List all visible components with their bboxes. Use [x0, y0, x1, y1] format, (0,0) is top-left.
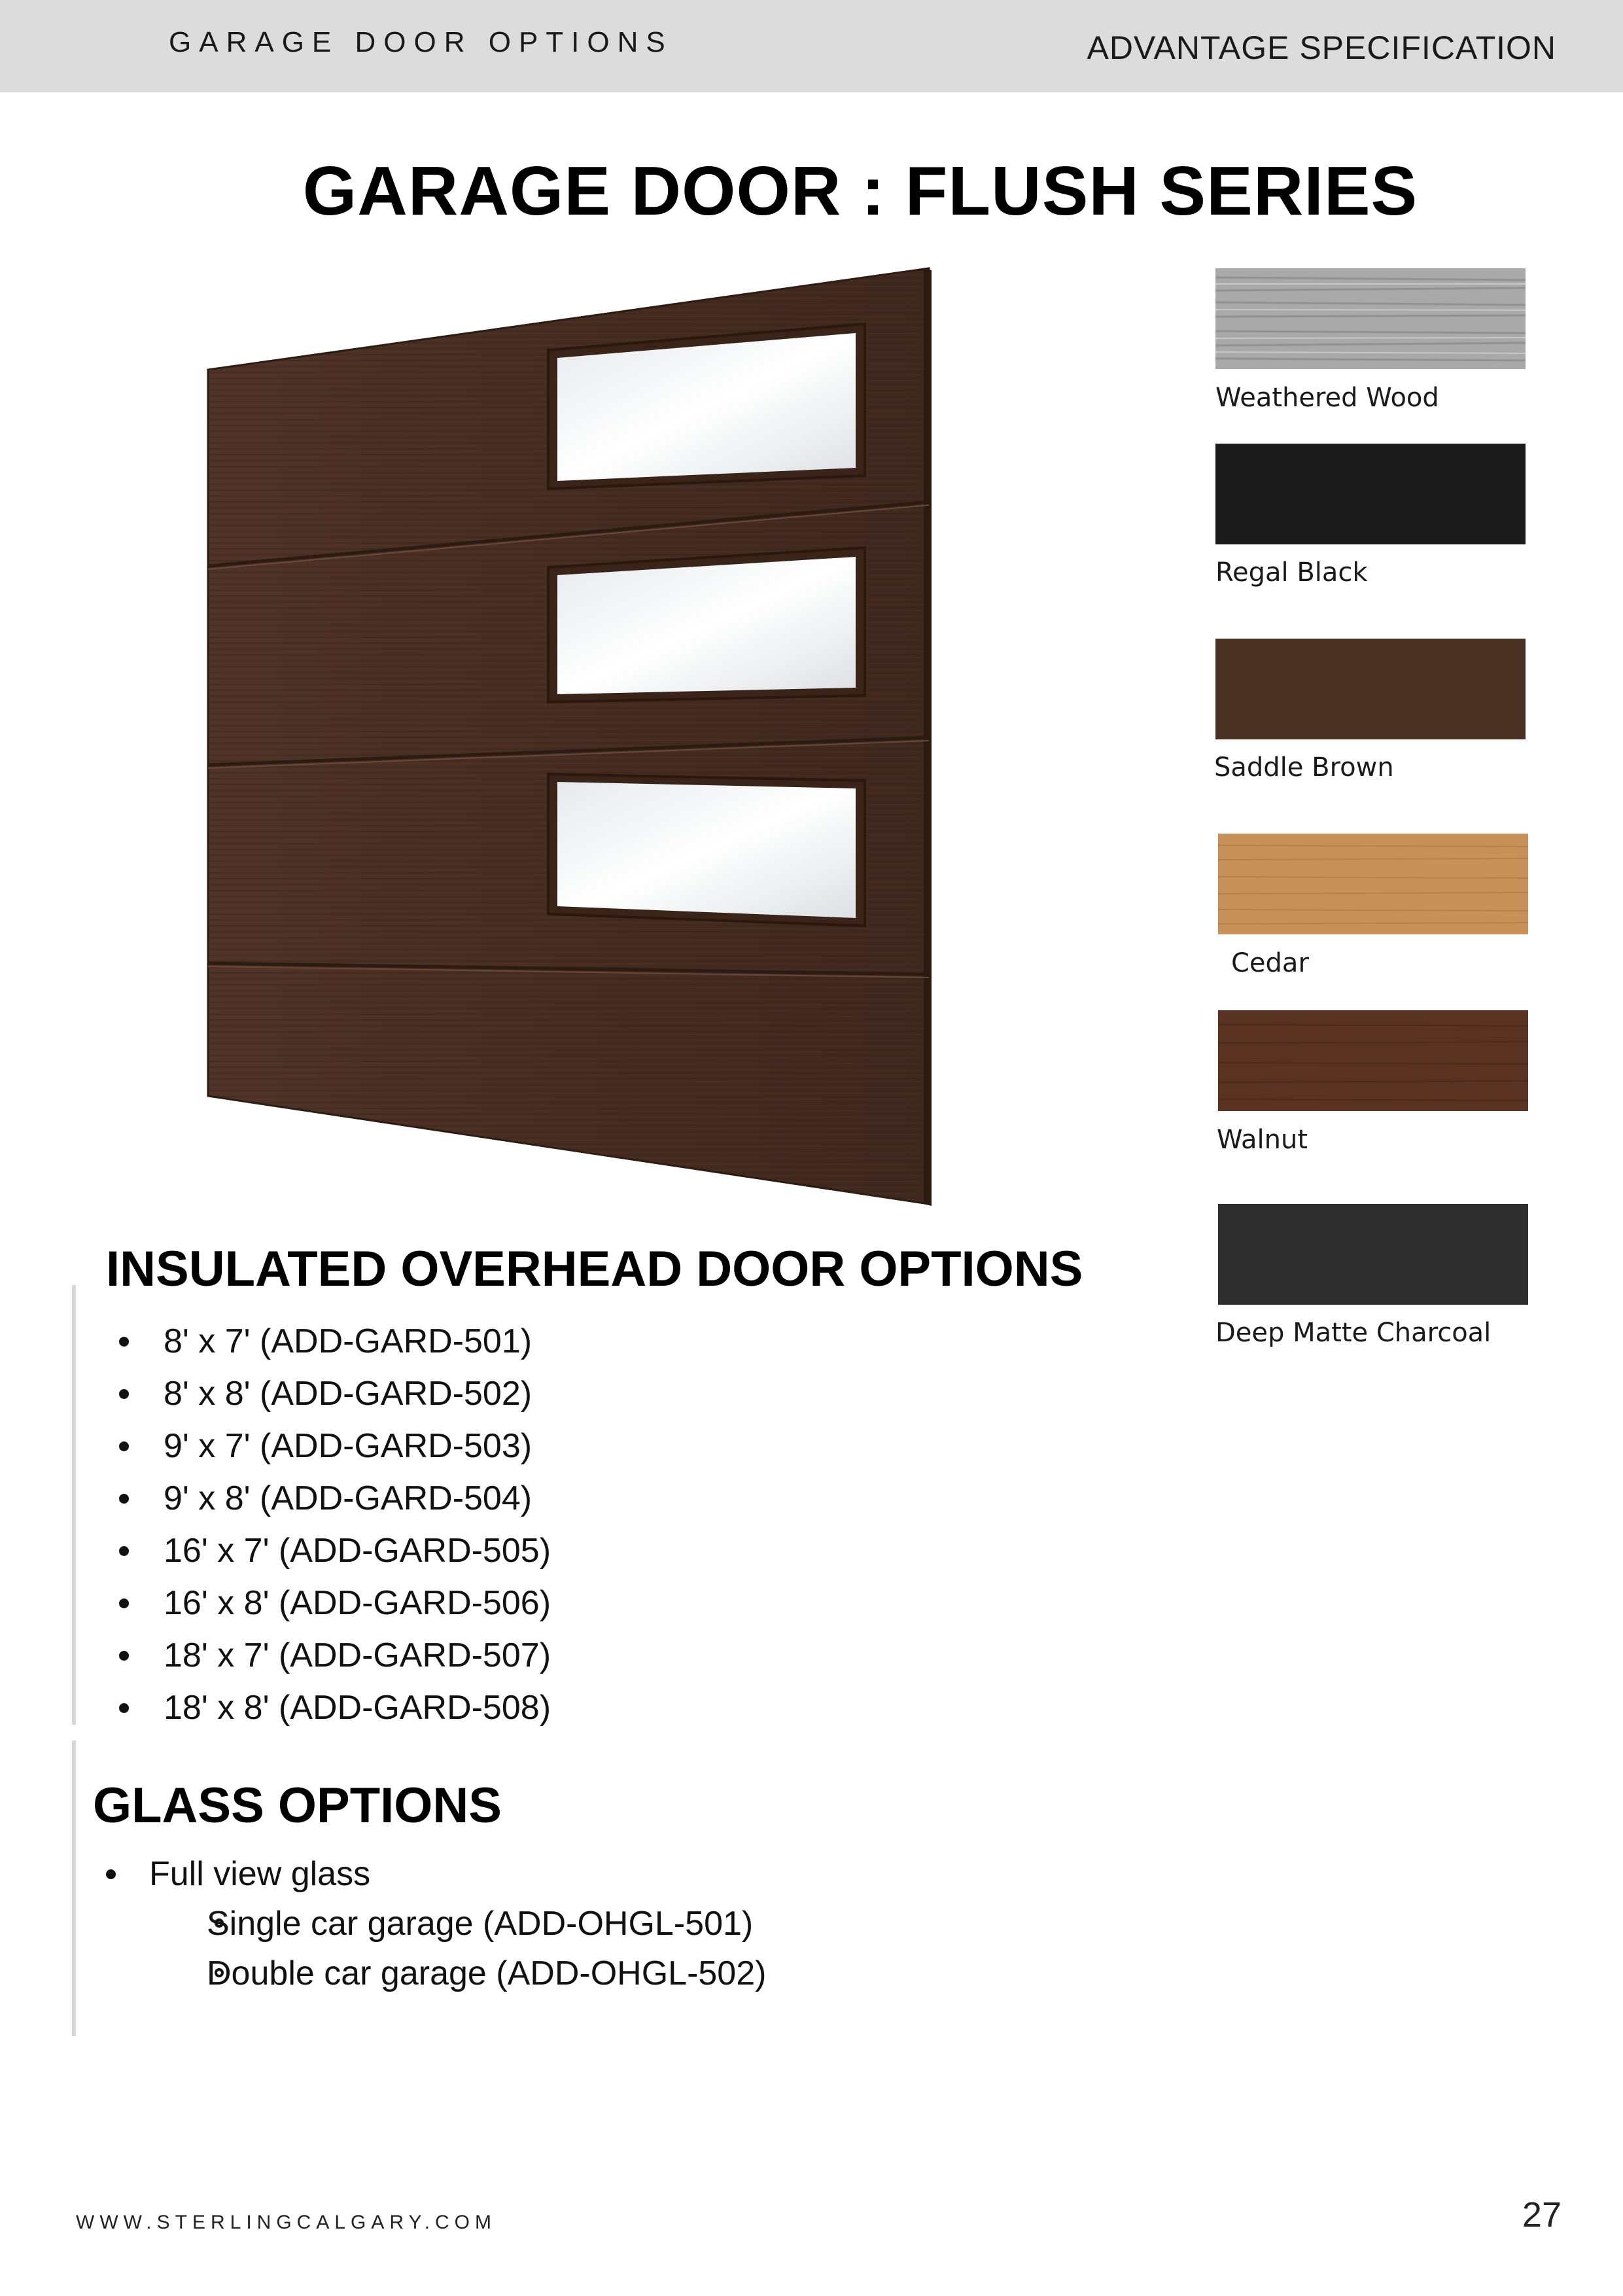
garage-door-image	[196, 258, 942, 1214]
list-item: 18' x 7' (ADD-GARD-507)	[111, 1629, 551, 1682]
insulated-options-heading: INSULATED OVERHEAD DOOR OPTIONS	[106, 1241, 1083, 1297]
glass-options-list	[98, 1849, 766, 1998]
list-item: 9' x 7' (ADD-GARD-503)	[111, 1420, 551, 1472]
deep-matte-charcoal-color	[1218, 1204, 1528, 1305]
finish-swatch-walnut	[1218, 1010, 1528, 1155]
list-item: 8' x 8' (ADD-GARD-502)	[111, 1368, 551, 1420]
page-number: 27	[1522, 2195, 1562, 2234]
page-title: GARAGE DOOR : FLUSH SERIES	[302, 152, 1418, 230]
glass-subitem-label: Single car garage (ADD-OHGL-501)	[207, 1905, 754, 1943]
window-2	[548, 548, 865, 702]
finish-label: Weathered Wood	[1215, 383, 1439, 413]
list-item	[149, 1949, 766, 1998]
list-item	[149, 1899, 766, 1949]
list-item: 16' x 8' (ADD-GARD-506)	[111, 1577, 551, 1629]
glass-sublist	[149, 1899, 766, 1998]
insulated-options-list	[111, 1315, 551, 1734]
finish-label: Regal Black	[1215, 557, 1368, 588]
header-section-label: GARAGE DOOR OPTIONS	[169, 26, 673, 58]
header-bar	[0, 0, 1623, 92]
cedar-texture	[1218, 834, 1528, 934]
glass-item-label: Full view glass	[149, 1855, 371, 1893]
list-item: 9' x 8' (ADD-GARD-504)	[111, 1472, 551, 1525]
footer-website: WWW.STERLINGCALGARY.COM	[76, 2212, 497, 2233]
finish-label: Deep Matte Charcoal	[1215, 1318, 1492, 1348]
list-item: 8' x 7' (ADD-GARD-501)	[111, 1315, 551, 1368]
finish-swatch-cedar	[1218, 834, 1528, 978]
weathered-wood-texture	[1215, 268, 1526, 369]
header-spec-label: ADVANTAGE SPECIFICATION	[1087, 29, 1556, 66]
finish-label: Cedar	[1231, 948, 1309, 978]
glass-subitem-label: Double car garage (ADD-OHGL-502)	[207, 1954, 767, 1992]
insulated-section-rule	[72, 1285, 76, 1725]
window-1	[548, 324, 865, 489]
finish-swatch-weathered-wood	[1215, 268, 1526, 413]
finish-swatch-regal-black	[1215, 444, 1526, 588]
list-item: 18' x 8' (ADD-GARD-508)	[111, 1682, 551, 1734]
saddle-brown-color	[1215, 639, 1526, 739]
finish-label: Saddle Brown	[1214, 752, 1394, 783]
window-3	[548, 774, 865, 926]
glass-options-heading: GLASS OPTIONS	[93, 1778, 502, 1833]
list-item	[98, 1849, 766, 1998]
list-item: 16' x 7' (ADD-GARD-505)	[111, 1525, 551, 1577]
finish-label: Walnut	[1217, 1125, 1308, 1155]
glass-section-rule	[72, 1740, 76, 2036]
finish-swatch-deep-matte-charcoal	[1215, 1204, 1528, 1348]
regal-black-color	[1215, 444, 1526, 544]
walnut-texture	[1218, 1010, 1528, 1111]
finish-swatch-saddle-brown	[1215, 639, 1526, 783]
